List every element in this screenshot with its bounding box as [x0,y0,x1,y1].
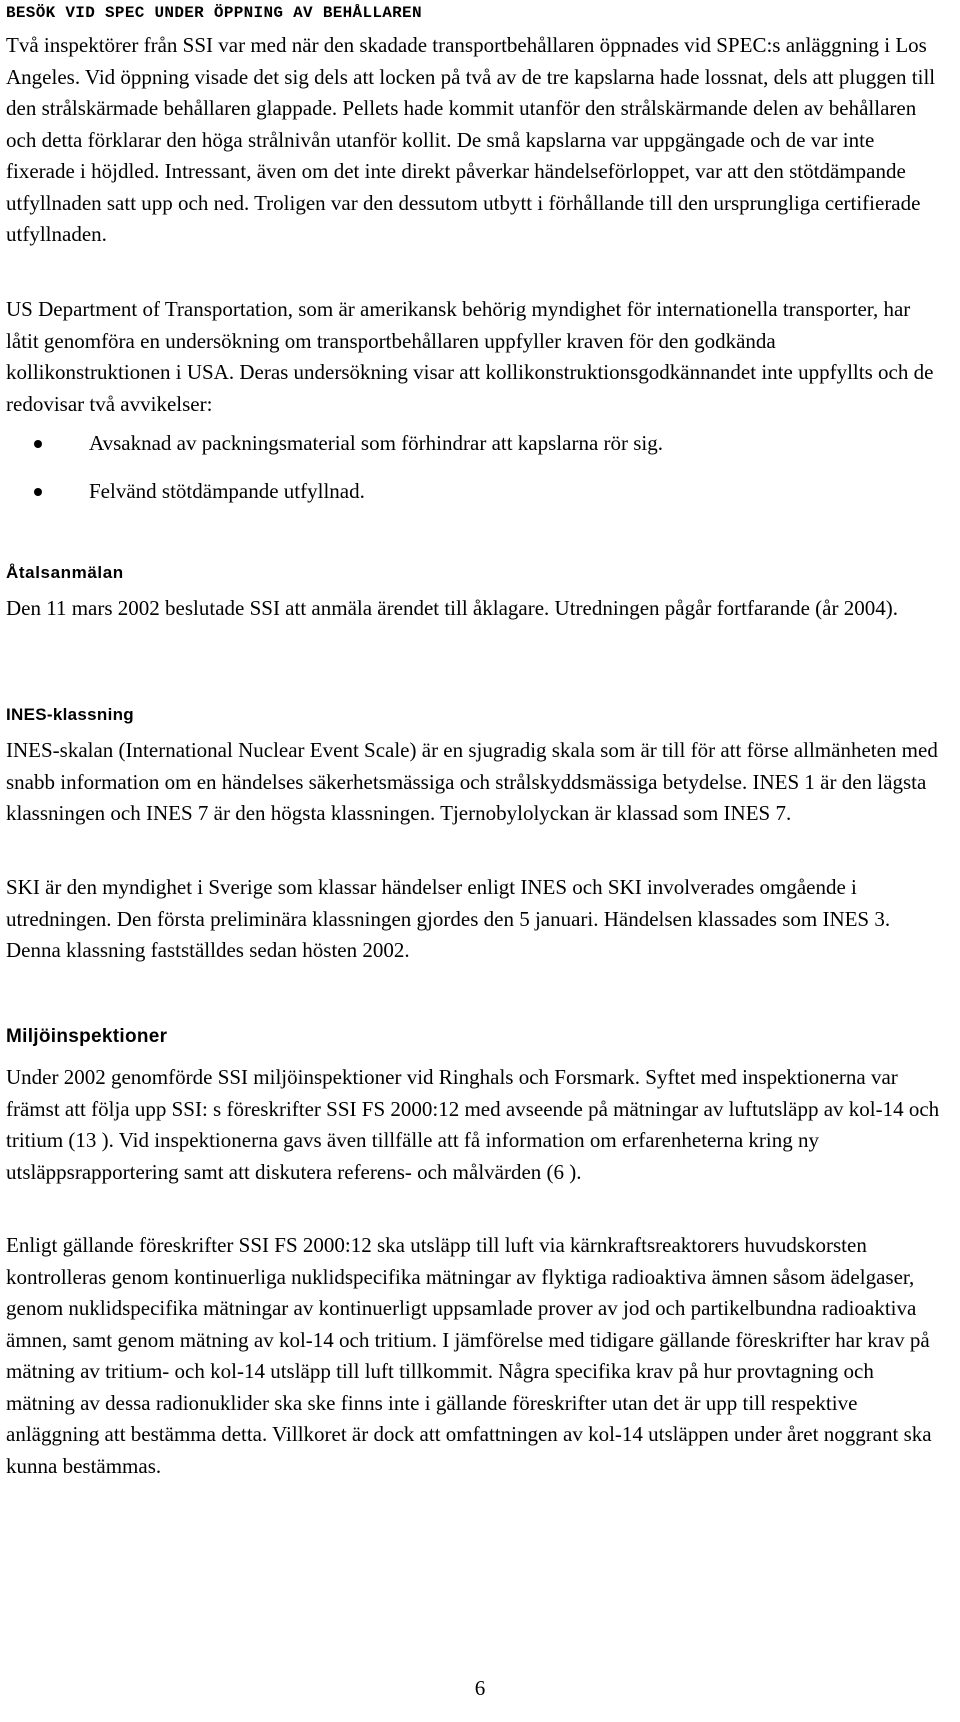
paragraph-inspections-2002: Under 2002 genomförde SSI miljöinspektioner vid Ringhals och Forsmark. Syftet med inspektionerna var främst att följa upp SSI: s föreskrifter SSI FS 2000:12 med avseende på mätningar av luftutsläpp av kol-14 och tritium (13 ). Vid inspektionerna gavs även tillfälle att få information om erfarenheterna kring ny utsläppsrapportering samt att diskutera referens- och målvärden (6 ). [6,1065,940,1184]
paragraph-prosecution: Den 11 mars 2002 beslutade SSI att anmäla ärendet till åklagare. Utredningen pågår fortfarande (år 2004). [6,596,898,620]
list-item-text: Avsaknad av packningsmaterial som förhindrar att kapslarna rör sig. [89,431,664,455]
paragraph-container-opening: Två inspektörer från SSI var med när den skadade transportbehållaren öppnades vid SPEC:s anläggning i Los Angeles. Vid öppning visade det sig dels att locken på två av de tre kapslarna hade lossnat, dels att pluggen till den strålskärmade behållaren glappade. Pellets hade kommit utanför den strålskärmande delen av behållaren och detta förklarar den höga strålnivån utanför kollit. De små kapslarna var uppgängade och de var inte fixerade i höjdled. Intressant, även om det inte direkt påverkar händelseförloppet, var att den stötdämpande utfyllnaden satt upp och ned. Troligen var den dessutom utbytt i förhållande till den ursprungliga certifierade utfyllnaden. [6,33,936,246]
paragraph-dot-investigation: US Department of Transportation, som är amerikansk behörig myndighet för internationella transporter, har låtit genomföra en undersökning om transportbehållaren uppfyller kraven för den godkända kollikonstruktionen i USA. Deras undersökning visar att kollikonstruktionsgodkännandet inte uppfyllts och de redovisar två avvikelser: [6,297,934,416]
list-item [6,476,940,524]
section-heading-prosecution: Åtalsanmälan [6,563,124,582]
list-item [6,428,940,476]
page-number: 6 [474,1676,486,1700]
paragraph-regulations: Enligt gällande föreskrifter SSI FS 2000:12 ska utsläpp till luft via kärnkraftsreaktorers huvudskorsten kontrolleras genom kontinuerliga nuklidspecifika mätningar av flyktiga radioaktiva ämnen såsom ädelgaser, genom nuklidspecifika mätningar av kontinuerligt uppsamlade prover av jod och partikelbundna radioaktiva ämnen, samt genom mätning av kol-14 och tritium. I jämförelse med tidigare gällande föreskrifter har krav på mätning av tritium- och kol-14 utsläpp till luft tillkommit. Några specifika krav på hur provtagning och mätning av dessa radionuklider ska ske finns inte i gällande föreskrifter utan det är upp till respektive anläggning att bestämma detta. Villkoret är dock att omfattningen av kol-14 utsläppen under året noggrant ska kunna bestämmas. [6,1233,932,1478]
bullet-icon [34,488,42,496]
section-heading-environmental-inspections: Miljöinspektioner [6,1026,168,1047]
paragraph-ines-scale: INES-skalan (International Nuclear Event Scale) är en sjugradig skala som är till för att förse allmänheten med snabb information om en händelses säkerhetsmässiga och strålskyddsmässiga betydelse. INES 1 är den lägsta klassningen och INES 7 är den högsta klassningen. Tjernobylolyckan är klassad som INES 7. [6,738,938,825]
bullet-icon [34,440,42,448]
section-heading-ines: INES-klassning [6,705,134,724]
section-heading-spec-visit: BESÖK VID SPEC UNDER ÖPPNING AV BEHÅLLAREN [6,4,422,22]
paragraph-ski-classification: SKI är den myndighet i Sverige som klassar händelser enligt INES och SKI involverades omgående i utredningen. Den första preliminära klassningen gjordes den 5 januari. Händelsen klassades som INES 3. Denna klassning fastställdes sedan hösten 2002. [6,875,891,962]
list-item-text: Felvänd stötdämpande utfyllnad. [89,479,365,503]
deviation-list [6,428,940,524]
